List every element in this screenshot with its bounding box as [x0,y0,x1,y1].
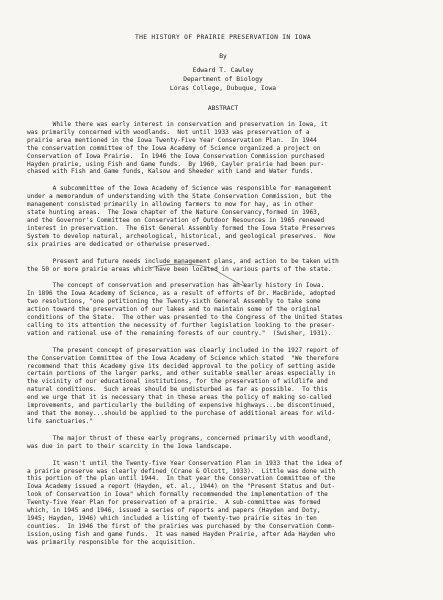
text-line: the Conservation Committee of the Iowa Academy of Science which stated "We therefore [27,354,339,362]
text-line: six prairies are dedicated or otherwise preserved. [27,240,211,248]
text-line: The major thrust of these early programs, concerned primarily with woodland, [27,434,332,442]
text-line: the conservation committee of the Iowa Academy of Science organized a project on [27,144,321,152]
text-line: counties. In 1946 the first of the prairies was purchased by the Conservation Comm- [27,522,336,530]
text-line: was primarily responsible for the acquisition. [27,538,196,546]
paragraph [27,282,419,337]
text-line: the vicinity of our educational institutions, for the preservation of wildlife and [27,378,328,386]
text-line: A subcommittee of the Iowa Academy of Science was responsible for management [27,185,332,193]
text-line: the 50 or more prairie areas which have been located in various parts of the state. [27,265,332,273]
abstract-heading: ABSTRACT [207,105,239,112]
text-line: which, in 1945 and 1946, issued a series of reports and papers (Hayden and Doty, [27,507,321,515]
text-line: and the Governor's Committee on Conservation of Outdoor Resources in 1965 renewed [27,216,325,224]
text-line: Twenty-five Year Plan for preservation of a prairie. A sub-committee was formed [27,499,321,507]
paragraph [27,460,419,547]
text-line: conditions of the State. The other was presented to the Congress of the United States [27,314,343,322]
text-line: life sanctuaries." [27,417,94,425]
text-line: Hayden prairie, using Fish and Game funds. By 1960, Cayler prairie had been pur- [27,160,325,168]
text-line: was due in part to their scarcity in the Iowa landscape. [27,442,233,450]
paragraph [27,347,419,426]
text-line: improvements, and particularly the building of expensive highways...be discontinued, [27,402,336,410]
text-line: certain portions of the larger parks, and other suitable smaller areas especially in [27,370,336,378]
text-line: While there was early interest in conservation and preservation in Iowa, it [27,121,328,128]
text-line: action toward the preservation of our lakes and to maintain some of the original [27,306,321,314]
paper-title: THE HISTORY OF PRAIRIE PRESERVATION IN IOWA [135,34,311,41]
body-text [27,121,419,547]
text-line: look of Conservation in Iowa" which formally recommended the implementation of the [27,491,328,499]
paragraph [27,185,419,248]
text-line: under a memorandum of understanding with the State Conservation Commission, but the [27,193,332,201]
text-line: It wasn't until the Twenty-five Year Conservation Plan in 1933 that the idea of [27,459,343,467]
text-line: The present concept of preservation was clearly included in the 1927 report of [27,346,339,354]
text-line: end we urge that it is necessary that in these areas the policy of making so-called [27,394,332,402]
text-line: 1945; Hayden, 1946) which included a listing of twenty-two prairie sites in ten [27,514,317,522]
text-line: chased with Fish and Game funds, Kalsow and Sheeder with Land and Water funds. [27,168,314,176]
text-line: a prairie preserve was clearly defined (Crane & Olcott, 1933). Little was done with [27,467,336,475]
paragraph [27,121,419,176]
text-line: prairie area mentioned in the Iowa Twenty-Five Year Conservation Plan. In 1944 [27,136,317,144]
text-line: management consisted primarily in allowing farmers to mow for hay, as in other [27,201,314,209]
author-name: Edward T. Cawley [192,67,254,74]
text-line: interest in preservation. The 61st General Assembly formed the Iowa State Preserves [27,224,336,232]
text-line: Iowa Academy issued a report (Hayden, et. al., 1944) on the "Present Status and Out- [27,483,336,491]
paragraph [27,435,419,451]
text-line: In 1896 the Iowa Academy of Science, as a result of efforts of Dr. MacBride, adopted [27,290,336,298]
text-line: vation and rational use of the remaining forests of our country." (Swisher, 1931). [27,329,332,337]
text-line: and that the money...should be applied to the purchase of additional areas for wild- [27,410,336,417]
text-line: two resolutions, "one petitioning the Twenty-sixth General Assembly to take some [27,298,321,306]
paragraph [27,258,419,274]
author-block [27,66,419,93]
text-line: natural conditions. Such areas should be undisturbed as far as possible. To this [27,386,328,394]
text-line: System to develop natural, archeological, historical, and geological preserves. Now [27,232,336,240]
text-line: recommend that this Academy give its decided approval to the policy of setting aside [27,362,336,370]
text-line: state hunting areas. The Iowa chapter of the Nature Conservancy,formed in 1963, [27,209,321,217]
affiliation-institution: Loras College, Dubuque, Iowa [169,85,277,92]
text-line: this portion of the plan until 1944. In that year the Conservation Committee of the [27,475,336,483]
affiliation-department: Department of Biology [183,76,263,83]
text-line: Present and future needs include management plans, and action to be taken with [27,257,339,265]
text-line: The concept of conservation and preservation has an early history in Iowa. [27,282,325,290]
text-line: was primarily concerned with woodlands. Not until 1933 was preservation of a [27,128,310,136]
text-line: Conservation of Iowa Prairie. In 1946 the Iowa Conservation Commission purchased [27,152,325,160]
text-line: calling to its attention the necessity of further legislation looking to the preser- [27,321,336,329]
byline-by: By [219,53,227,60]
text-line: ission,using fish and game funds. It was named Hayden Prairie, after Ada Hayden who [27,530,336,538]
